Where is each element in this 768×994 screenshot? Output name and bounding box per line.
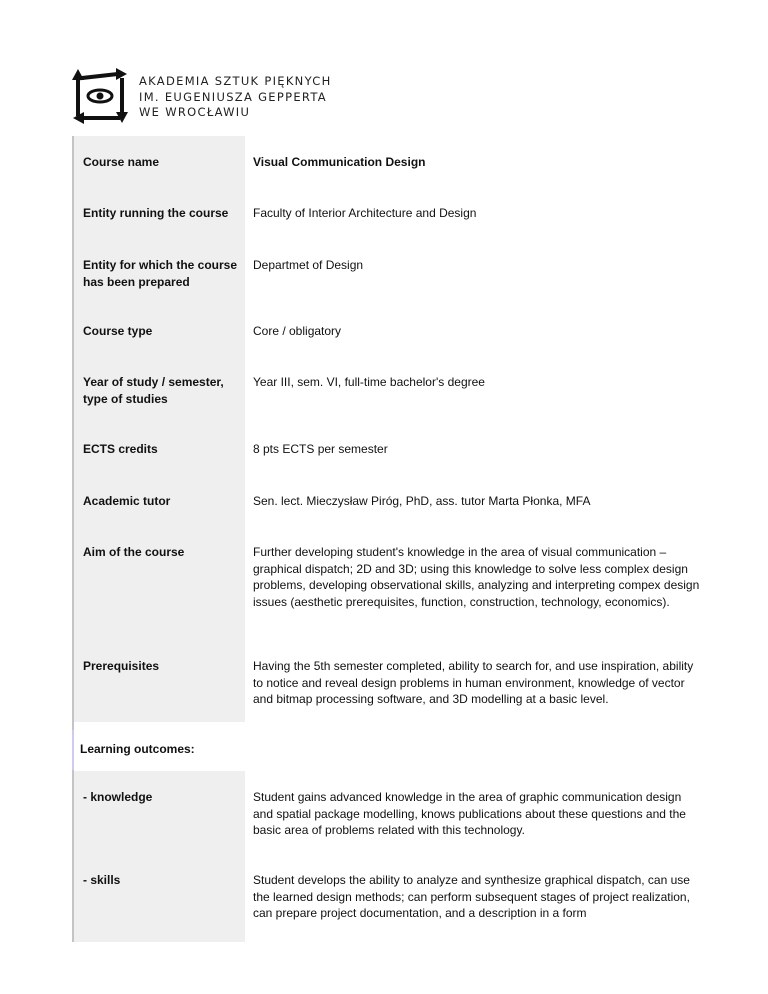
- row-value-year-of-study: Year III, sem. VI, full-time bachelor's degree: [253, 375, 485, 389]
- left-border-accent: [72, 730, 74, 770]
- row-label-entity-running: Entity running the course: [83, 206, 229, 220]
- academy-eye-logo-icon: [72, 68, 128, 124]
- row-label-course-name: Course name: [83, 155, 160, 169]
- row-value-academic-tutor: Sen. lect. Mieczysław Piróg, PhD, ass. tutor Marta Płonka, MFA: [253, 494, 591, 508]
- row-label-course-type: Course type: [83, 324, 153, 338]
- row-label-academic-tutor: Academic tutor: [83, 494, 171, 508]
- outcome-label-skills: - skills: [83, 873, 121, 887]
- row-label-entity-prepared-for: Entity for which the course has been prepared: [83, 258, 238, 289]
- outcome-value-knowledge: Student gains advanced knowledge in the area of graphic communication design and spatial package modelling, knows publications about these questions and the basic area of problems related with this technology.: [253, 790, 686, 837]
- row-label-ects: ECTS credits: [83, 442, 158, 456]
- outcome-label-knowledge: - knowledge: [83, 790, 153, 804]
- outcome-value-skills: Student develops the ability to analyze and synthesize graphical dispatch, can use the learned design methods; can perform subsequent stages of project realization, can prepare project documentation, and a description in a form: [253, 873, 690, 920]
- row-value-entity-prepared-for: Departmet of Design: [253, 258, 364, 272]
- row-value-course-type: Core / obligatory: [253, 324, 342, 338]
- row-label-aim: Aim of the course: [83, 545, 185, 559]
- row-value-aim: Further developing student's knowledge in the area of visual communication – graphical dispatch; 2D and 3D; using this knowledge to solve less complex design problems, developing observational skills, analyzing and interpreting compex design issues (aesthetic prerequisites, function, construction, technology, economics).: [253, 545, 700, 609]
- section-title-learning-outcomes: Learning outcomes:: [80, 742, 195, 756]
- academy-name-line-2: IM. EUGENIUSZA GEPPERTA: [139, 89, 327, 104]
- academy-name: [139, 74, 332, 121]
- row-value-prerequisites: Having the 5th semester completed, ability to search for, and use inspiration, ability to notice and reveal design problems in human environment, knowledge of vector and bitmap processing software, and 3D modelling at a basic level.: [253, 659, 694, 706]
- row-value-ects: 8 pts ECTS per semester: [253, 442, 388, 456]
- academy-name-line-1: AKADEMIA SZTUK PIĘKNYCH: [139, 74, 332, 88]
- row-value-course-name: Visual Communication Design: [253, 155, 426, 169]
- row-label-prerequisites: Prerequisites: [83, 659, 160, 673]
- row-label-year-of-study: Year of study / semester, type of studies: [83, 375, 224, 406]
- academy-name-line-3: WE WROCŁAWIU: [139, 105, 251, 119]
- label-column-background: [74, 136, 245, 722]
- row-value-entity-running: Faculty of Interior Architecture and Design: [253, 206, 477, 220]
